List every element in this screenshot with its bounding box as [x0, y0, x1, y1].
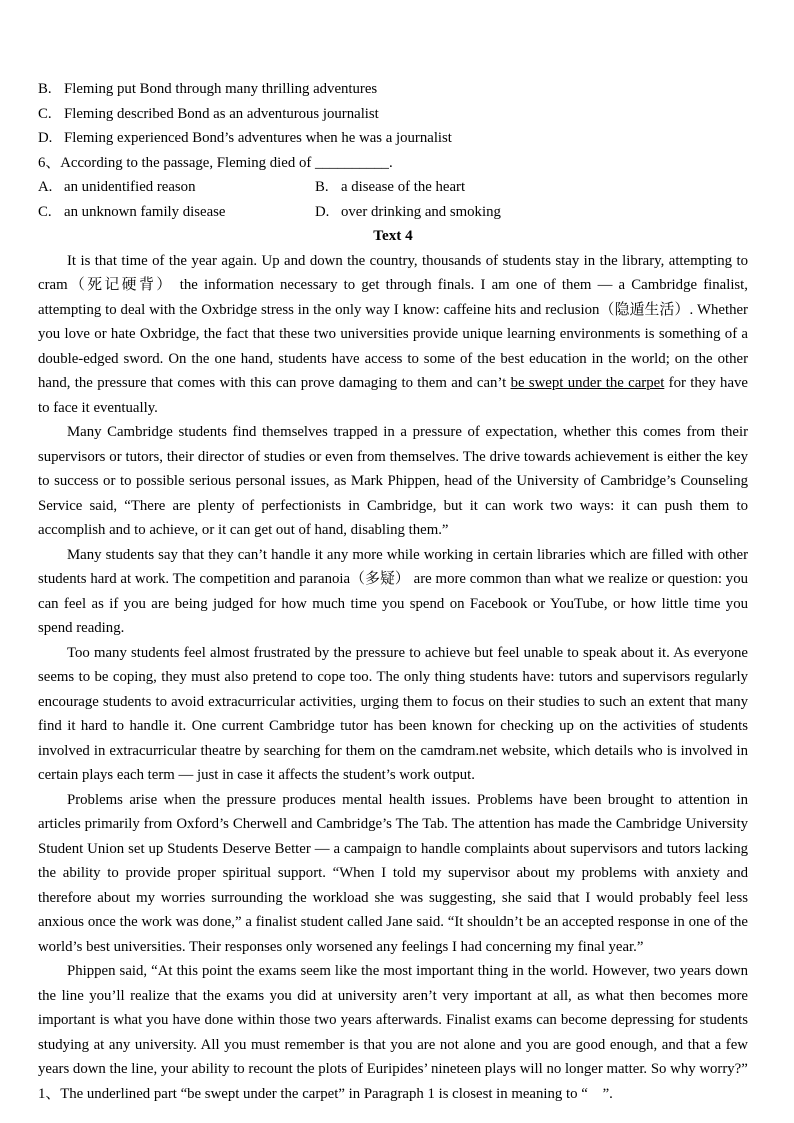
option-text: an unidentified reason [64, 179, 196, 195]
option-label: C. [38, 203, 52, 220]
passage-paragraph-6: Phippen said, “At this point the exams seem like the most important thing in the world. However, two years down the line you’ll realize that the exams you did at university aren’t very important at all, as what then becomes more important is what you have done within those two years afterwards. Finalist exams can become depressing for students studying at any university. All you must remember is that you are not alone and you are good enough, and that a few years down the line, your ability to recount the plots of Euripides’ nineteen plays will no longer matter. So why worry?” [38, 963, 748, 1077]
answer-option-c [38, 200, 315, 225]
option-text: a disease of the heart [341, 179, 466, 195]
question-6-options-row-2 [38, 200, 748, 225]
option-label: B. [315, 179, 329, 195]
answer-option-a [38, 175, 315, 200]
option-text: Fleming described Bond as an adventurous journalist [64, 105, 379, 122]
option-text: Fleming experienced Bond’s adventures when he was a journalist [64, 130, 452, 146]
option-label: B. [38, 81, 52, 97]
paragraph-text: It is that time of the year again. Up and down the country, thousands of students stay in the library, attempting to cram（死记硬背） the information necessary to get through finals. I am one of them — a Cambridge finalist, attempting to deal with the Oxbridge stress in the only way I know: caffeine hits and reclusion（隐遁生活）. Whether you love or hate Oxbridge, the fact that these two universities provide unique learning environments is something of a double-edged sword. On the one hand, students have access to some of the best education in the world; on the other hand, the pressure that comes with this can prove damaging to them and can’t [38, 252, 748, 391]
answer-option-b [315, 175, 748, 200]
paragraph-text: for they have to face it eventually. [38, 375, 748, 416]
option-label: D. [315, 203, 330, 220]
answer-option-c [38, 102, 748, 127]
question-6-options-row-1 [38, 175, 748, 200]
answer-option-d [315, 200, 748, 225]
underlined-phrase: be swept under the carpet [510, 375, 665, 391]
option-label: C. [38, 105, 52, 122]
option-label: A. [38, 179, 53, 195]
passage-paragraph-5: Problems arise when the pressure produces mental health issues. Problems have been brought to attention in articles primarily from Oxford’s Cherwell and Cambridge’s The Tab. The attention has made the Cambridge University Student Union set up Students Deserve Better — a campaign to handle complaints about supervisors and tutors lacking the ability to provide proper spiritual support. “When I told my supervisor about my problems with anxiety and therefore about my worries surrounding the workload she was suggesting, she said that I would probably feel less anxious once the work was done,” a finalist student called Jane said. “It shouldn’t be an accepted response in one of the world’s best universities. Their responses only worsened any feelings I had concerning my final year.” [38, 791, 748, 955]
answer-option-d [38, 126, 748, 151]
question-1-stem: 1、The underlined part “be swept under the carpet” in Paragraph 1 is closest in meaning to “ ”. [38, 1085, 613, 1102]
passage-paragraph-3: Many students say that they can’t handle it any more while working in certain libraries which are filled with other students hard at work. The competition and paranoia（多疑） are more common than what we realize or question: you can feel as if you are being judged for how much time you spend on Facebook or YouTube, or how little time you spend reading. [38, 546, 748, 636]
passage-paragraph-1 [38, 249, 748, 421]
answer-option-b [38, 77, 748, 102]
question-6-stem: 6、According to the passage, Fleming died of __________. [38, 154, 393, 171]
option-text: over drinking and smoking [341, 203, 501, 220]
option-text: an unknown family disease [64, 203, 226, 220]
passage-paragraph-2: Many Cambridge students find themselves trapped in a pressure of expectation, whether this comes from their supervisors or tutors, their director of studies or even from themselves. The drive towards achievement is either the key to success or to possible serious personal issues, as Mark Phippen, head of the University of Cambridge’s Counseling Service said, “There are plenty of perfectionists in Cambridge, but it can work two ways: it can push them to accomplish and to achieve, or it can get out of hand, disabling them.” [38, 424, 748, 538]
option-label: D. [38, 130, 53, 146]
option-text: Fleming put Bond through many thrilling adventures [64, 81, 378, 97]
passage-paragraph-4: Too many students feel almost frustrated by the pressure to achieve but feel unable to speak about it. As everyone seems to be coping, they must also pretend to cope too. The only thing students have: tutors and supervisors regularly encourage students to avoid extracurricular activities, urging them to focus on their studies to such an extent that many find it hard to handle it. One current Cambridge tutor has been known for checking up on the activities of students involved in extracurricular theatre by searching for them on the camdram.net website, which details who is involved in certain plays each term — just in case it affects the student’s work output. [38, 644, 748, 783]
passage-heading: Text 4 [373, 227, 413, 244]
